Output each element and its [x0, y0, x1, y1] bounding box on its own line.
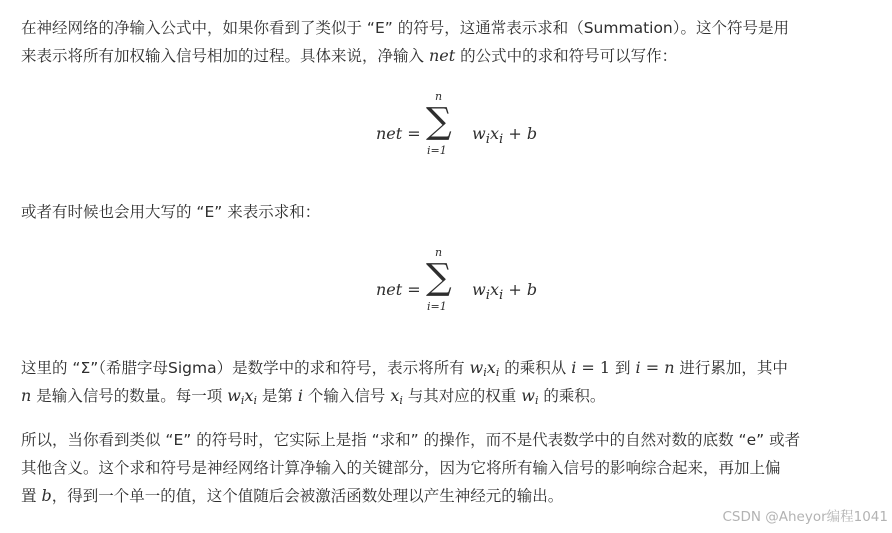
- formula-rhs: $w_ix_i + b$: [472, 124, 538, 148]
- sum-lower-limit: i=1: [427, 144, 447, 157]
- paragraph-line: 这里的 “Σ”（希腊字母Sigma）是数学中的求和符号，表示将所有 $w_ix_i$ 的乘积从 i = 1 到 i = n 进行累加，其中: [21, 358, 788, 379]
- paragraph-line: [21, 198, 887, 226]
- csdn-watermark: CSDN @Aheyor编程1041: [722, 509, 888, 525]
- math-bias-b: b: [41, 486, 52, 505]
- formula-rhs: $w_ix_i + b$: [472, 280, 538, 304]
- sum-upper-limit: n: [435, 90, 443, 103]
- formula-net-input: [21, 90, 887, 186]
- paragraph-alt: [21, 198, 887, 226]
- paragraph-line: 其他含义。这个求和符号是神经网络计算净输入的关键部分，因为它将所有输入信号的影响综合起来，再加上偏: [21, 459, 781, 477]
- summation-operator: [426, 90, 456, 186]
- paragraph-line: 置 b，得到一个单一的值，这个值随后会被激活函数处理以产生神经元的输出。: [21, 486, 564, 505]
- text: 或者有时候也会用大写的 “E” 来表示求和：: [21, 203, 321, 221]
- paragraph-line: [21, 14, 887, 42]
- math-wixi: $w_ix_i$: [469, 358, 500, 379]
- math-var-net: net: [428, 46, 456, 65]
- summation-operator: [426, 246, 456, 342]
- text: 的公式中的求和符号可以写作：: [455, 47, 678, 65]
- math-wixi: $w_ix_i$: [227, 386, 257, 407]
- sigma-symbol: ∑: [426, 257, 452, 298]
- math-i-equals-1: i = 1: [571, 358, 611, 377]
- paragraph-line: 所以，当你看到类似 “E” 的符号时，它实际上是指 “求和” 的操作，而不是代表数学中的自然对数的底数 “e” 或者: [21, 431, 801, 449]
- sum-lower-limit: i=1: [427, 300, 447, 313]
- formula-net-input-alt: [21, 246, 887, 342]
- math-wi: $w_i$: [521, 386, 539, 407]
- math-i: i: [297, 386, 303, 405]
- paragraph-sigma-explanation: [21, 354, 887, 410]
- paragraph-conclusion: [21, 426, 887, 510]
- text: 在神经网络的净输入公式中，如果你看到了类似于 “E” 的符号，这通常表示求和（Summation）。这个符号是用: [21, 19, 790, 37]
- article-body: [21, 14, 887, 510]
- sigma-symbol: ∑: [426, 101, 452, 142]
- paragraph-intro: [21, 14, 887, 70]
- math-n: n: [21, 386, 32, 405]
- sum-upper-limit: n: [435, 246, 443, 259]
- text: 来表示将所有加权输入信号相加的过程。具体来说，净输入: [21, 47, 429, 65]
- math-i-equals-n: i = n: [635, 358, 675, 377]
- paragraph-line: [21, 42, 887, 70]
- math-xi: $x_i$: [390, 386, 403, 407]
- formula-lhs: net =: [376, 280, 421, 299]
- formula-lhs: net =: [376, 124, 421, 143]
- paragraph-line: n 是输入信号的数量。每一项 $w_ix_i$ 是第 i 个输入信号 $x_i$ 与其对应的权重 $w_i$ 的乘积。: [21, 386, 606, 407]
